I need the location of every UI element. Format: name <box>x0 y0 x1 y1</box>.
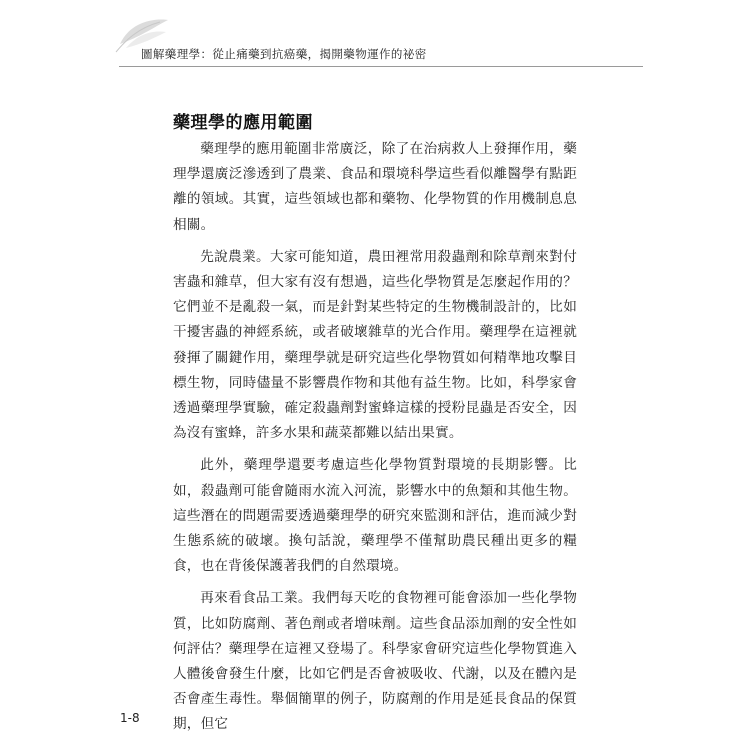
body-text <box>173 137 577 745</box>
page-number: 1-8 <box>120 711 140 725</box>
section-title: 藥理學的應用範圍 <box>173 113 313 133</box>
header-divider <box>119 66 643 67</box>
paragraph: 此外，藥理學還要考慮這些化學物質對環境的長期影響。比如，殺蟲劑可能會隨雨水流入河流，影響水中的魚類和其他生物。這些潛在的問題需要透過藥理學的研究來監測和評估，進而減少對生態系統的破壞。換句話說，藥理學不僅幫助農民種出更多的糧食，也在背後保護著我們的自然環境。 <box>173 457 577 575</box>
paragraph: 再來看食品工業。我們每天吃的食物裡可能會添加一些化學物質，比如防腐劑、著色劑或者增味劑。這些食品添加劑的安全性如何評估？藥理學在這裡又登場了。科學家會研究這些化學物質進入人體後會發生什麼，比如它們是否會被吸收、代謝，以及在體內是否會產生毒性。舉個簡單的例子，防腐劑的作用是延長食品的保質期，但它 <box>173 590 577 733</box>
paragraph: 先說農業。大家可能知道，農田裡常用殺蟲劑和除草劑來對付害蟲和雜草，但大家有沒有想過，這些化學物質是怎麼起作用的？它們並不是亂殺一氣，而是針對某些特定的生物機制設計的，比如干擾害蟲的神經系統，或者破壞雜草的光合作用。藥理學在這裡就發揮了關鍵作用，藥理學就是研究這些化學物質如何精準地攻擊目標生物，同時儘量不影響農作物和其他有益生物。比如，科學家會透過藥理學實驗，確定殺蟲劑對蜜蜂這樣的授粉昆蟲是否安全，因為沒有蜜蜂，許多水果和蔬菜都難以結出果實。 <box>173 248 577 442</box>
running-header <box>119 44 643 64</box>
paragraph: 藥理學的應用範圍非常廣泛，除了在治病救人上發揮作用，藥理學還廣泛滲透到了農業、食品和環境科學這些看似離醫學有點距離的領域。其實，這些領域也都和藥物、化學物質的作用機制息息相關。 <box>173 141 577 233</box>
running-header-title: 圖解藥理學：從止痛藥到抗癌藥，揭開藥物運作的祕密 <box>141 47 427 61</box>
